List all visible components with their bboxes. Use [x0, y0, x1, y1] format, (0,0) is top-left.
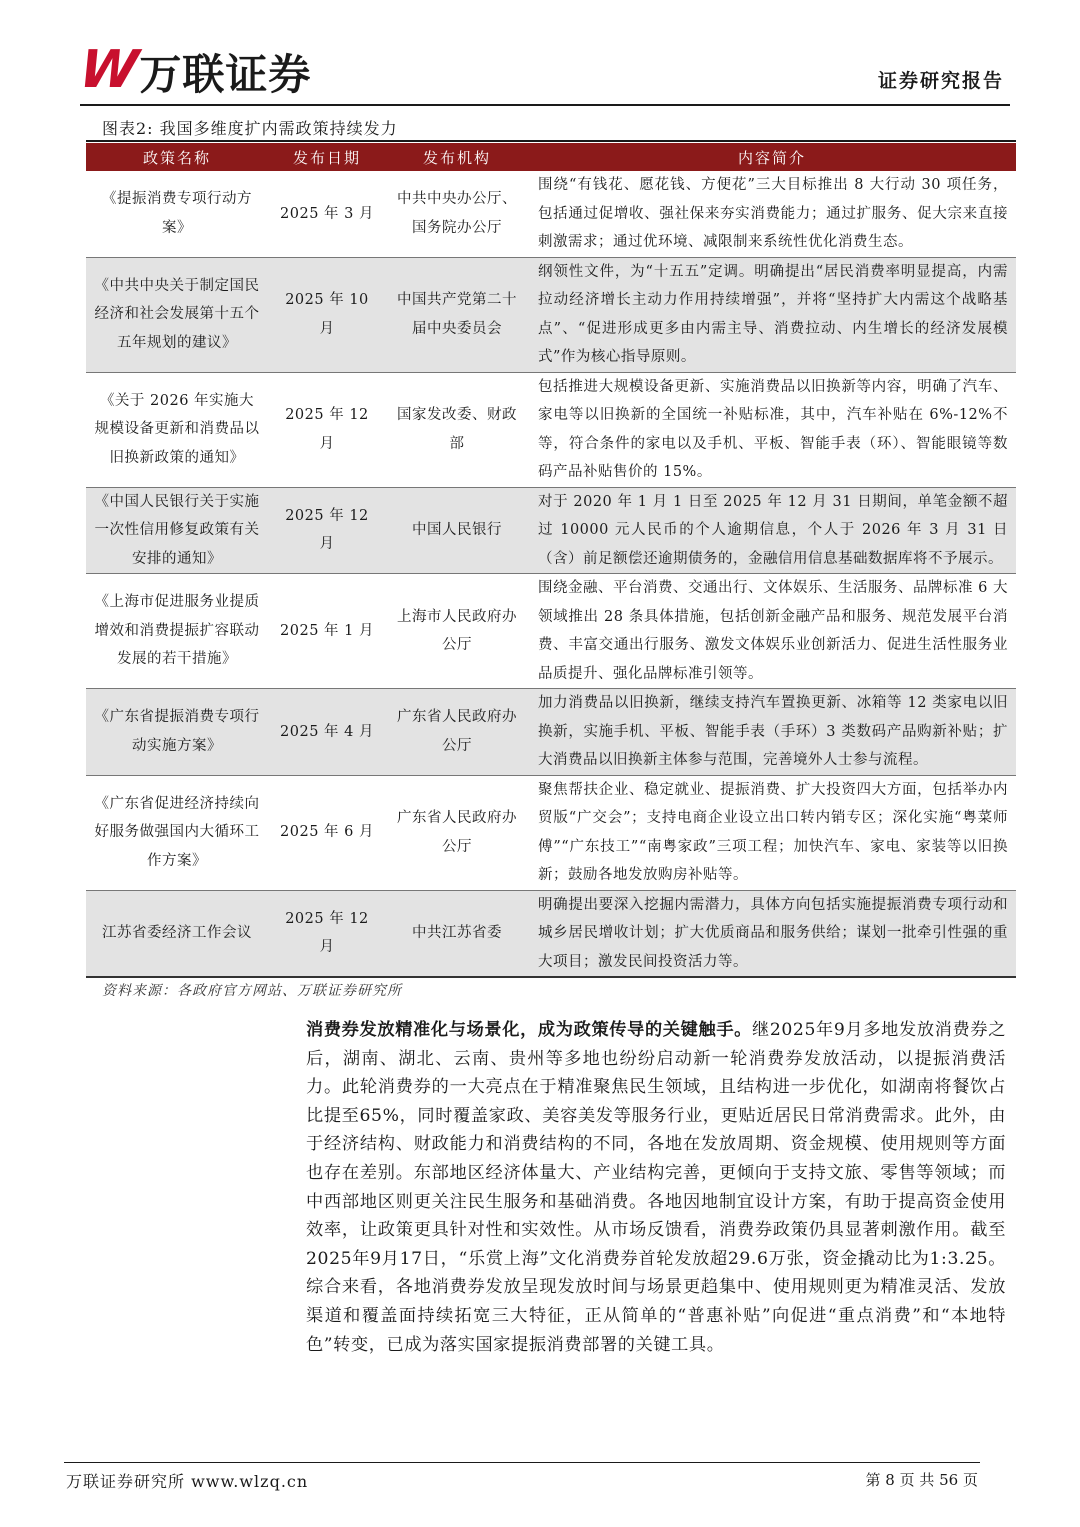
- release-date-cell: 2025 年 10 月: [268, 257, 386, 372]
- release-date-cell: 2025 年 6 月: [268, 775, 386, 890]
- paragraph-lead: 消费券发放精准化与场景化，成为政策传导的关键触手。: [306, 1020, 753, 1040]
- policy-name-cell: 《提振消费专项行动方案》: [86, 171, 268, 257]
- policy-name-cell: 《上海市促进服务业提质增效和消费提振扩容联动发展的若干措施》: [86, 574, 268, 689]
- company-logo: [75, 40, 312, 100]
- table-row: [86, 890, 1016, 977]
- page-header: [75, 40, 1010, 110]
- summary-cell: 包括推进大规模设备更新、实施消费品以旧换新等内容，明确了汽车、家电等以旧换新的全国统一补贴标准，其中，汽车补贴在 6%-12%不等，符合条件的家电以及手机、平板、智能手表（环）、智能眼镜等数码产品补贴售价的 15%。: [528, 372, 1016, 487]
- issuer-cell: 中国共产党第二十届中央委员会: [386, 257, 528, 372]
- summary-cell: 围绕金融、平台消费、交通出行、文体娱乐、生活服务、品牌标准 6 大领域推出 28 条具体措施，包括创新金融产品和服务、规范发展平台消费、丰富交通出行服务、激发文体娱乐业创新活力、促进生活性服务业品质提升、强化品牌标准引领等。: [528, 574, 1016, 689]
- policy-name-cell: 《中国人民银行关于实施一次性信用修复政策有关安排的通知》: [86, 487, 268, 574]
- footer-divider: [64, 1462, 980, 1463]
- table-row: [86, 372, 1016, 487]
- release-date-cell: 2025 年 12 月: [268, 487, 386, 574]
- table-row: [86, 689, 1016, 776]
- body-paragraph: [306, 1016, 1006, 1359]
- release-date-cell: 2025 年 12 月: [268, 890, 386, 977]
- issuer-cell: 广东省人民政府办公厅: [386, 689, 528, 776]
- summary-cell: 围绕“有钱花、愿花钱、方便花”三大目标推出 8 大行动 30 项任务，包括通过促增收、强社保来夯实消费能力；通过扩服务、促大宗来直接刺激需求；通过优环境、减限制来系统性优化消费生态。: [528, 171, 1016, 257]
- data-source-note: 资料来源：各政府官方网站、万联证券研究所: [102, 983, 402, 999]
- report-type-label: 证券研究报告: [877, 70, 1004, 92]
- column-header-summary: 内容简介: [528, 143, 1016, 171]
- summary-cell: 明确提出要深入挖掘内需潜力，具体方向包括实施提振消费专项行动和城乡居民增收计划；扩大优质商品和服务供给；谋划一批牵引性强的重大项目；激发民间投资活力等。: [528, 890, 1016, 977]
- table-row: [86, 171, 1016, 257]
- release-date-cell: 2025 年 1 月: [268, 574, 386, 689]
- header-divider: [80, 104, 1010, 106]
- release-date-cell: 2025 年 4 月: [268, 689, 386, 776]
- page-number: 第 8 页 共 56 页: [865, 1471, 978, 1489]
- table-row: [86, 775, 1016, 890]
- issuer-cell: 广东省人民政府办公厅: [386, 775, 528, 890]
- table-row: [86, 257, 1016, 372]
- policy-name-cell: 《广东省促进经济持续向好服务做强国内大循环工作方案》: [86, 775, 268, 890]
- summary-cell: 加力消费品以旧换新，继续支持汽车置换更新、冰箱等 12 类家电以旧换新，实施手机、平板、智能手表（手环）3 类数码产品购新补贴；扩大消费品以旧换新主体参与范围，完善境外人士参与流程。: [528, 689, 1016, 776]
- table-row: [86, 487, 1016, 574]
- figure-top-rule: [86, 140, 1016, 142]
- issuer-cell: 中国人民银行: [386, 487, 528, 574]
- policy-table: [86, 143, 1016, 978]
- issuer-cell: 中共中央办公厅、国务院办公厅: [386, 171, 528, 257]
- summary-cell: 纲领性文件，为“十五五”定调。明确提出“居民消费率明显提高，内需拉动经济增长主动力作用持续增强”，并将“坚持扩大内需这个战略基点”、“促进形成更多由内需主导、消费拉动、内生增长的经济发展模式”作为核心指导原则。: [528, 257, 1016, 372]
- summary-cell: 对于 2020 年 1 月 1 日至 2025 年 12 月 31 日期间，单笔金额不超过 10000 元人民币的个人逾期信息，个人于 2026 年 3 月 31 日（含）前足额偿还逾期债务的，金融信用信息基础数据库将不予展示。: [528, 487, 1016, 574]
- column-header-issuer: 发布机构: [386, 143, 528, 171]
- column-header-release-date: 发布日期: [268, 143, 386, 171]
- issuer-cell: 中共江苏省委: [386, 890, 528, 977]
- table-header-row: [86, 143, 1016, 171]
- summary-cell: 聚焦帮扶企业、稳定就业、提振消费、扩大投资四大方面，包括举办内贸版“广交会”；支持电商企业设立出口转内销专区；深化实施“粤菜师傅”“广东技工”“南粤家政”三项工程；加快汽车、家电、家装等以旧换新；鼓励各地发放购房补贴等。: [528, 775, 1016, 890]
- logo-mark: W: [75, 40, 138, 100]
- policy-name-cell: 江苏省委经济工作会议: [86, 890, 268, 977]
- issuer-cell: 国家发改委、财政部: [386, 372, 528, 487]
- table-row: [86, 574, 1016, 689]
- policy-name-cell: 《广东省提振消费专项行动实施方案》: [86, 689, 268, 776]
- logo-name: 万联证券: [139, 50, 312, 99]
- release-date-cell: 2025 年 12 月: [268, 372, 386, 487]
- column-header-policy-name: 政策名称: [86, 143, 268, 171]
- policy-name-cell: 《中共中央关于制定国民经济和社会发展第十五个五年规划的建议》: [86, 257, 268, 372]
- figure-title: 图表2: 我国多维度扩内需政策持续发力: [102, 119, 398, 138]
- paragraph-text: 继2025年9月多地发放消费券之后，湖南、湖北、云南、贵州等多地也纷纷启动新一轮消费券发放活动，以提振消费活力。此轮消费券的一大亮点在于精准聚焦民生领域，且结构进一步优化，如湖南将餐饮占比提至65%，同时覆盖家政、美容美发等服务行业，更贴近居民日常消费需求。此外，由于经济结构、财政能力和消费结构的不同，各地在发放周期、资金规模、使用规则等方面也存在差别。东部地区经济体量大、产业结构完善，更倾向于支持文旅、零售等领域；而中西部地区则更关注民生服务和基础消费。各地因地制宜设计方案，有助于提高资金使用效率，让政策更具针对性和实效性。从市场反馈看，消费券政策仍具显著刺激作用。截至2025年9月17日，“乐赏上海”文化消费券首轮发放超29.6万张，资金撬动比为1:3.25。综合来看，各地消费券发放呈现发放时间与场景更趋集中、使用规则更为精准灵活、发放渠道和覆盖面持续拓宽三大特征，正从简单的“普惠补贴”向促进“重点消费”和“本地特色”转变，已成为落实国家提振消费部署的关键工具。: [306, 1020, 1006, 1355]
- policy-name-cell: 《关于 2026 年实施大规模设备更新和消费品以旧换新政策的通知》: [86, 372, 268, 487]
- issuer-cell: 上海市人民政府办公厅: [386, 574, 528, 689]
- release-date-cell: 2025 年 3 月: [268, 171, 386, 257]
- footer-company: 万联证券研究所 www.wlzq.cn: [66, 1472, 309, 1491]
